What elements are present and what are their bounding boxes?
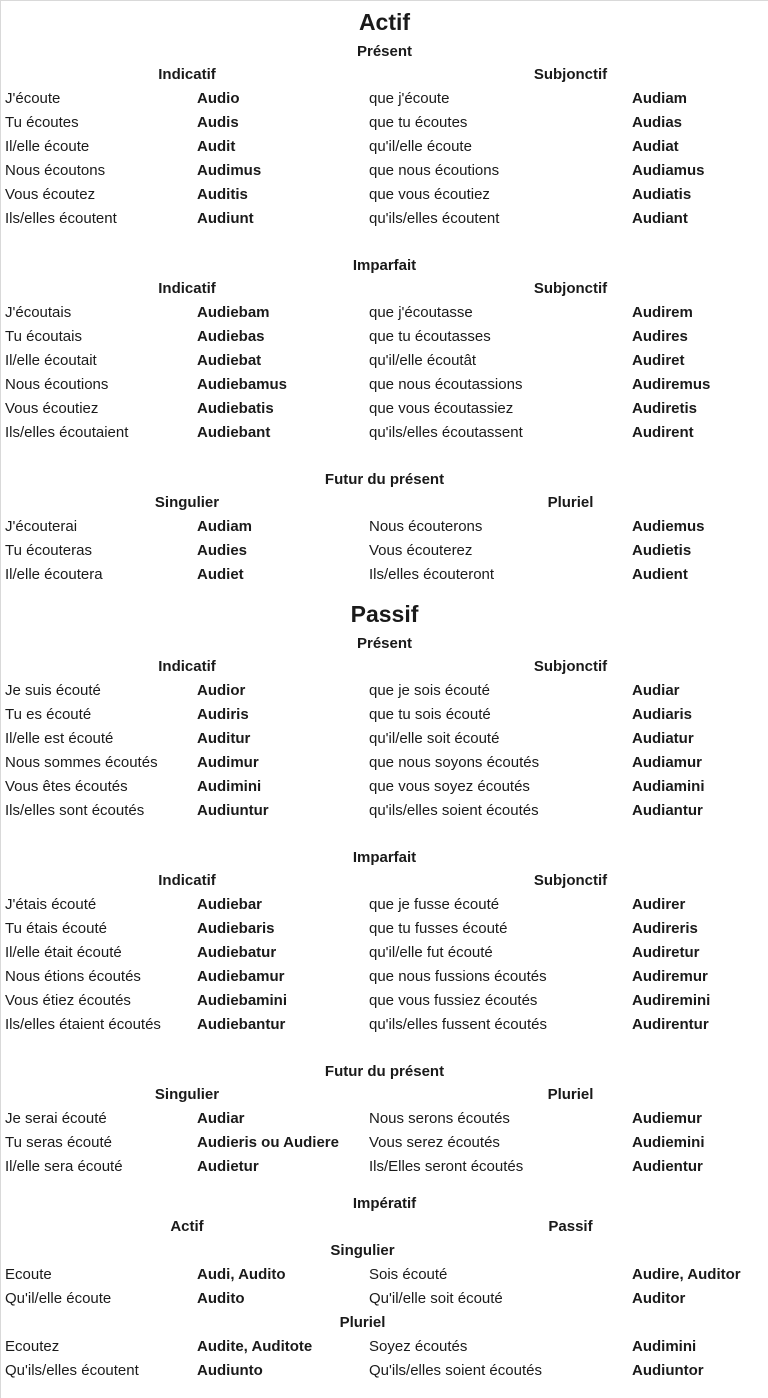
conjugation-tables bbox=[1, 7, 768, 1383]
tense-heading: Imparfait bbox=[352, 257, 417, 274]
tense-heading: Présent bbox=[356, 43, 413, 60]
latin-form-left: Audiuntur bbox=[197, 802, 269, 819]
conjugation-row bbox=[1, 941, 768, 965]
french-phrase-left: Il/elle était écouté bbox=[5, 944, 122, 961]
latin-form-right: Audiat bbox=[632, 138, 679, 155]
french-phrase-left: Vous étiez écoutés bbox=[5, 992, 131, 1009]
latin-form-left: Audimus bbox=[197, 162, 262, 179]
number-subheader: Singulier bbox=[330, 1242, 395, 1259]
french-phrase-right: qu'ils/elles soient écoutés bbox=[369, 802, 539, 819]
french-phrase-right: Vous serez écoutés bbox=[369, 1134, 500, 1151]
latin-form-right: Audiretur bbox=[632, 944, 700, 961]
latin-form-left: Audiam bbox=[197, 518, 253, 535]
latin-form-right: Audiemus bbox=[632, 518, 705, 535]
latin-form-left: Audieris ou Audiere bbox=[197, 1134, 339, 1151]
latin-form-left: Audietur bbox=[197, 1158, 259, 1175]
latin-form-left: Audiebaris bbox=[197, 920, 275, 937]
latin-form-right: Audire, Auditor bbox=[632, 1266, 741, 1283]
french-phrase-left: Tu seras écouté bbox=[5, 1134, 112, 1151]
latin-form-left: Audiebat bbox=[197, 352, 262, 369]
french-phrase-left: Il/elle écoutera bbox=[5, 566, 103, 583]
french-phrase-left: J'écoutais bbox=[5, 304, 72, 321]
latin-form-left: Audiunto bbox=[197, 1362, 263, 1379]
french-phrase-left: Il/elle est écouté bbox=[5, 730, 114, 747]
latin-form-left: Audimini bbox=[197, 778, 262, 795]
column-headers-row bbox=[1, 1215, 768, 1239]
latin-form-right: Audirer bbox=[632, 896, 686, 913]
conjugation-row bbox=[1, 421, 768, 445]
french-phrase-left: Tu étais écouté bbox=[5, 920, 108, 937]
latin-form-left: Audio bbox=[197, 90, 240, 107]
tense-heading: Présent bbox=[356, 635, 413, 652]
latin-form-left: Audiet bbox=[197, 566, 244, 583]
latin-form-right: Audias bbox=[632, 114, 683, 131]
latin-form-left: Audies bbox=[197, 542, 248, 559]
tense-heading: Futur du présent bbox=[324, 1063, 445, 1080]
latin-form-right: Audiamini bbox=[632, 778, 705, 795]
french-phrase-right: qu'il/elle fut écouté bbox=[369, 944, 493, 961]
conjugation-row bbox=[1, 1287, 768, 1311]
latin-form-left: Audiebantur bbox=[197, 1016, 286, 1033]
latin-form-left: Audiebamini bbox=[197, 992, 288, 1009]
latin-form-right: Audiemini bbox=[632, 1134, 705, 1151]
french-phrase-left: J'écoute bbox=[5, 90, 61, 107]
conjugation-row bbox=[1, 87, 768, 111]
latin-form-left: Audiebam bbox=[197, 304, 270, 321]
conjugation-row bbox=[1, 1013, 768, 1037]
conjugation-row bbox=[1, 373, 768, 397]
french-phrase-left: Ecoutez bbox=[5, 1338, 60, 1355]
conjugation-row bbox=[1, 727, 768, 751]
latin-form-right: Audirentur bbox=[632, 1016, 709, 1033]
french-phrase-left: Ils/elles écoutaient bbox=[5, 424, 129, 441]
latin-form-right: Audiamus bbox=[632, 162, 705, 179]
column-headers-row bbox=[1, 277, 768, 301]
french-phrase-right: que tu écoutes bbox=[369, 114, 468, 131]
french-phrase-right: Vous écouterez bbox=[369, 542, 473, 559]
latin-form-left: Audiebatis bbox=[197, 400, 274, 417]
latin-form-right: Audiam bbox=[632, 90, 688, 107]
latin-form-right: Audirent bbox=[632, 424, 694, 441]
conjugation-page bbox=[1, 1, 768, 1383]
conjugation-row bbox=[1, 1335, 768, 1359]
latin-form-left: Auditur bbox=[197, 730, 251, 747]
conjugation-row bbox=[1, 893, 768, 917]
french-phrase-left: J'écouterai bbox=[5, 518, 78, 535]
voice-title: Passif bbox=[350, 601, 419, 627]
latin-form-right: Audiremini bbox=[632, 992, 711, 1009]
french-phrase-right: Sois écouté bbox=[369, 1266, 448, 1283]
french-phrase-right: qu'ils/elles fussent écoutés bbox=[369, 1016, 547, 1033]
latin-form-right: Audiatis bbox=[632, 186, 692, 203]
latin-form-left: Auditis bbox=[197, 186, 248, 203]
latin-form-left: Audito bbox=[197, 1290, 245, 1307]
french-phrase-left: Tu écoutais bbox=[5, 328, 82, 345]
conjugation-row bbox=[1, 515, 768, 539]
french-phrase-right: que nous écoutions bbox=[369, 162, 500, 179]
conjugation-row bbox=[1, 989, 768, 1013]
french-phrase-left: Tu es écouté bbox=[5, 706, 92, 723]
conjugation-row bbox=[1, 159, 768, 183]
latin-form-left: Audimur bbox=[197, 754, 259, 771]
voice-title: Actif bbox=[358, 9, 411, 35]
french-phrase-left: J'étais écouté bbox=[5, 896, 97, 913]
column-header-right: Passif bbox=[548, 1218, 593, 1235]
french-phrase-right: Ils/Elles seront écoutés bbox=[369, 1158, 524, 1175]
latin-form-left: Audit bbox=[197, 138, 236, 155]
french-phrase-right: que tu fusses écouté bbox=[369, 920, 508, 937]
latin-form-right: Audiretis bbox=[632, 400, 698, 417]
latin-form-left: Audiar bbox=[197, 1110, 245, 1127]
conjugation-row bbox=[1, 207, 768, 231]
tense-heading: Imparfait bbox=[352, 849, 417, 866]
french-phrase-right: qu'ils/elles écoutassent bbox=[369, 424, 523, 441]
column-header-right: Subjonctif bbox=[533, 872, 608, 889]
french-phrase-left: Vous écoutez bbox=[5, 186, 96, 203]
conjugation-row bbox=[1, 917, 768, 941]
french-phrase-right: que nous fussions écoutés bbox=[369, 968, 547, 985]
french-phrase-right: Qu'ils/elles soient écoutés bbox=[369, 1362, 542, 1379]
column-headers-row bbox=[1, 1083, 768, 1107]
column-header-left: Indicatif bbox=[158, 66, 216, 83]
conjugation-row bbox=[1, 349, 768, 373]
number-subheader: Pluriel bbox=[339, 1314, 386, 1331]
french-phrase-right: qu'il/elle écoutât bbox=[369, 352, 477, 369]
column-header-right: Subjonctif bbox=[533, 66, 608, 83]
latin-form-left: Audiebas bbox=[197, 328, 265, 345]
conjugation-row bbox=[1, 301, 768, 325]
conjugation-row bbox=[1, 539, 768, 563]
conjugation-row bbox=[1, 111, 768, 135]
french-phrase-left: Ils/elles écoutent bbox=[5, 210, 117, 227]
latin-form-right: Audiret bbox=[632, 352, 685, 369]
latin-form-right: Audimini bbox=[632, 1338, 697, 1355]
french-phrase-right: que j'écoute bbox=[369, 90, 450, 107]
column-header-right: Subjonctif bbox=[533, 280, 608, 297]
conjugation-row bbox=[1, 1263, 768, 1287]
latin-form-left: Audior bbox=[197, 682, 246, 699]
french-phrase-left: Qu'ils/elles écoutent bbox=[5, 1362, 139, 1379]
latin-form-left: Audiris bbox=[197, 706, 249, 723]
french-phrase-right: que vous écoutiez bbox=[369, 186, 490, 203]
latin-form-right: Audires bbox=[632, 328, 688, 345]
french-phrase-right: qu'ils/elles écoutent bbox=[369, 210, 500, 227]
conjugation-row bbox=[1, 1131, 768, 1155]
column-headers-row bbox=[1, 63, 768, 87]
french-phrase-right: Soyez écoutés bbox=[369, 1338, 468, 1355]
french-phrase-right: que vous écoutassiez bbox=[369, 400, 514, 417]
latin-form-left: Audiunt bbox=[197, 210, 254, 227]
conjugation-row bbox=[1, 703, 768, 727]
latin-form-right: Audiar bbox=[632, 682, 680, 699]
column-header-left: Actif bbox=[170, 1218, 204, 1235]
conjugation-row bbox=[1, 183, 768, 207]
french-phrase-left: Nous étions écoutés bbox=[5, 968, 141, 985]
french-phrase-left: Nous écoutons bbox=[5, 162, 106, 179]
french-phrase-left: Je serai écouté bbox=[5, 1110, 107, 1127]
column-header-left: Indicatif bbox=[158, 658, 216, 675]
latin-form-right: Audientur bbox=[632, 1158, 703, 1175]
column-header-left: Singulier bbox=[154, 1086, 220, 1103]
conjugation-row bbox=[1, 1359, 768, 1383]
latin-form-left: Audite, Auditote bbox=[197, 1338, 313, 1355]
french-phrase-right: que vous soyez écoutés bbox=[369, 778, 530, 795]
latin-form-right: Audietis bbox=[632, 542, 692, 559]
latin-form-right: Audiatur bbox=[632, 730, 694, 747]
french-phrase-right: qu'il/elle écoute bbox=[369, 138, 472, 155]
french-phrase-right: que tu sois écouté bbox=[369, 706, 491, 723]
french-phrase-left: Tu écouteras bbox=[5, 542, 92, 559]
latin-form-right: Audiuntor bbox=[632, 1362, 704, 1379]
latin-form-right: Audiamur bbox=[632, 754, 703, 771]
french-phrase-right: que vous fussiez écoutés bbox=[369, 992, 538, 1009]
latin-form-left: Audiebar bbox=[197, 896, 263, 913]
latin-form-right: Audient bbox=[632, 566, 688, 583]
column-header-right: Pluriel bbox=[547, 494, 594, 511]
french-phrase-left: Nous sommes écoutés bbox=[5, 754, 158, 771]
latin-form-right: Audiant bbox=[632, 210, 688, 227]
french-phrase-right: que j'écoutasse bbox=[369, 304, 473, 321]
latin-form-left: Audiebant bbox=[197, 424, 271, 441]
latin-form-left: Audiebamus bbox=[197, 376, 288, 393]
conjugation-row bbox=[1, 679, 768, 703]
latin-form-right: Audiremus bbox=[632, 376, 711, 393]
latin-form-right: Auditor bbox=[632, 1290, 686, 1307]
tense-heading: Impératif bbox=[352, 1195, 417, 1212]
french-phrase-left: Il/elle sera écouté bbox=[5, 1158, 123, 1175]
latin-form-left: Audis bbox=[197, 114, 239, 131]
column-headers-row bbox=[1, 869, 768, 893]
french-phrase-left: Qu'il/elle écoute bbox=[5, 1290, 112, 1307]
conjugation-row bbox=[1, 563, 768, 587]
french-phrase-right: que je fusse écouté bbox=[369, 896, 500, 913]
column-header-left: Indicatif bbox=[158, 280, 216, 297]
column-header-left: Indicatif bbox=[158, 872, 216, 889]
french-phrase-right: Qu'il/elle soit écouté bbox=[369, 1290, 503, 1307]
french-phrase-left: Je suis écouté bbox=[5, 682, 101, 699]
latin-form-right: Audiaris bbox=[632, 706, 693, 723]
french-phrase-left: Ils/elles étaient écoutés bbox=[5, 1016, 161, 1033]
conjugation-row bbox=[1, 325, 768, 349]
conjugation-row bbox=[1, 775, 768, 799]
french-phrase-right: que je sois écouté bbox=[369, 682, 490, 699]
conjugation-row bbox=[1, 751, 768, 775]
column-headers-row bbox=[1, 655, 768, 679]
french-phrase-left: Ils/elles sont écoutés bbox=[5, 802, 145, 819]
conjugation-row bbox=[1, 397, 768, 421]
conjugation-row bbox=[1, 1155, 768, 1179]
conjugation-row bbox=[1, 799, 768, 823]
french-phrase-left: Tu écoutes bbox=[5, 114, 79, 131]
latin-form-right: Audiantur bbox=[632, 802, 703, 819]
conjugation-row bbox=[1, 1107, 768, 1131]
column-header-right: Pluriel bbox=[547, 1086, 594, 1103]
latin-form-left: Audiebatur bbox=[197, 944, 277, 961]
french-phrase-right: que tu écoutasses bbox=[369, 328, 491, 345]
latin-form-left: Audi, Audito bbox=[197, 1266, 286, 1283]
french-phrase-right: Nous écouterons bbox=[369, 518, 483, 535]
french-phrase-right: Ils/elles écouteront bbox=[369, 566, 495, 583]
french-phrase-left: Vous êtes écoutés bbox=[5, 778, 128, 795]
french-phrase-right: que nous écoutassions bbox=[369, 376, 523, 393]
tense-heading: Futur du présent bbox=[324, 471, 445, 488]
column-header-left: Singulier bbox=[154, 494, 220, 511]
latin-form-right: Audireris bbox=[632, 920, 698, 937]
french-phrase-left: Il/elle écoutait bbox=[5, 352, 97, 369]
conjugation-row bbox=[1, 135, 768, 159]
french-phrase-left: Nous écoutions bbox=[5, 376, 109, 393]
conjugation-row bbox=[1, 965, 768, 989]
column-headers-row bbox=[1, 491, 768, 515]
french-phrase-right: Nous serons écoutés bbox=[369, 1110, 510, 1127]
latin-form-right: Audiremur bbox=[632, 968, 708, 985]
french-phrase-right: qu'il/elle soit écouté bbox=[369, 730, 500, 747]
latin-form-right: Audiemur bbox=[632, 1110, 703, 1127]
french-phrase-left: Ecoute bbox=[5, 1266, 52, 1283]
french-phrase-left: Vous écoutiez bbox=[5, 400, 99, 417]
french-phrase-right: que nous soyons écoutés bbox=[369, 754, 540, 771]
latin-form-left: Audiebamur bbox=[197, 968, 285, 985]
latin-form-right: Audirem bbox=[632, 304, 693, 321]
column-header-right: Subjonctif bbox=[533, 658, 608, 675]
french-phrase-left: Il/elle écoute bbox=[5, 138, 90, 155]
